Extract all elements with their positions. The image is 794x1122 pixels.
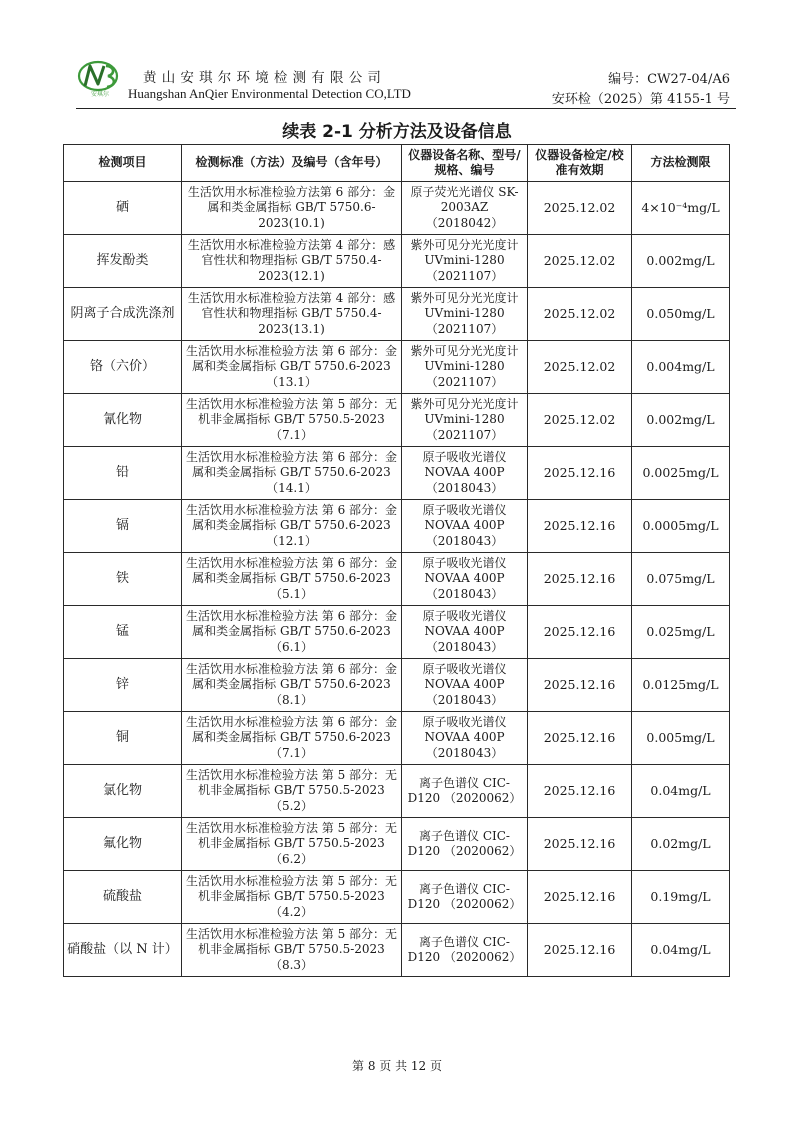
table-header-row	[64, 145, 730, 182]
company-logo-icon	[76, 58, 124, 98]
item-cell: 阴离子合成洗涤剂	[64, 288, 182, 341]
instrument-cell: 原子吸收光谱仪 NOVAA 400P （2018043）	[402, 606, 528, 659]
method-cell: 生活饮用水标准检验方法 第 6 部分：金属和类金属指标 GB/T 5750.6-2023 （7.1）	[182, 712, 402, 765]
instrument-cell: 紫外可见分光光度计 UVmini-1280 （2021107）	[402, 394, 528, 447]
method-cell: 生活饮用水标准检验方法第 4 部分：感官性状和物理指标 GB/T 5750.4-2023(13.1)	[182, 288, 402, 341]
limit-cell: 0.04mg/L	[632, 924, 730, 977]
validity-cell: 2025.12.16	[528, 712, 632, 765]
limit-cell: 0.050mg/L	[632, 288, 730, 341]
limit-cell: 0.005mg/L	[632, 712, 730, 765]
table-row	[64, 500, 730, 553]
table-row	[64, 924, 730, 977]
method-cell: 生活饮用水标准检验方法 第 6 部分：金属和类金属指标 GB/T 5750.6-2023 （12.1）	[182, 500, 402, 553]
instrument-cell: 紫外可见分光光度计 UVmini-1280 （2021107）	[402, 235, 528, 288]
header-divider	[76, 108, 736, 109]
table-title: 续表 2-1 分析方法及设备信息	[282, 122, 512, 142]
method-cell: 生活饮用水标准检验方法 第 5 部分：无机非金属指标 GB/T 5750.5-2023 （5.2）	[182, 765, 402, 818]
item-cell: 镉	[64, 500, 182, 553]
validity-cell: 2025.12.16	[528, 871, 632, 924]
column-header-item: 检测项目	[64, 145, 182, 182]
instrument-cell: 紫外可见分光光度计 UVmini-1280 （2021107）	[402, 341, 528, 394]
method-cell: 生活饮用水标准检验方法 第 6 部分：金属和类金属指标 GB/T 5750.6-2023 （8.1）	[182, 659, 402, 712]
limit-cell: 4×10⁻⁴mg/L	[632, 182, 730, 235]
column-header-method: 检测标准（方法）及编号（含年号）	[182, 145, 402, 182]
limit-cell: 0.04mg/L	[632, 765, 730, 818]
item-cell: 铅	[64, 447, 182, 500]
item-cell: 铜	[64, 712, 182, 765]
method-cell: 生活饮用水标准检验方法 第 6 部分：金属和类金属指标 GB/T 5750.6-2023 （13.1）	[182, 341, 402, 394]
item-cell: 铬（六价）	[64, 341, 182, 394]
column-header-limit: 方法检测限	[632, 145, 730, 182]
table-row	[64, 712, 730, 765]
validity-cell: 2025.12.16	[528, 606, 632, 659]
report-number: 安环检（2025）第 4155-1 号	[551, 92, 730, 107]
table-row	[64, 394, 730, 447]
table-body	[64, 182, 730, 977]
limit-cell: 0.075mg/L	[632, 553, 730, 606]
method-cell: 生活饮用水标准检验方法 第 6 部分：金属和类金属指标 GB/T 5750.6-2023 （5.1）	[182, 553, 402, 606]
table-row	[64, 182, 730, 235]
table-row	[64, 553, 730, 606]
instrument-cell: 离子色谱仪 CIC-D120 （2020062）	[402, 818, 528, 871]
validity-cell: 2025.12.16	[528, 924, 632, 977]
validity-cell: 2025.12.16	[528, 818, 632, 871]
instrument-cell: 离子色谱仪 CIC-D120 （2020062）	[402, 924, 528, 977]
method-cell: 生活饮用水标准检验方法 第 5 部分：无机非金属指标 GB/T 5750.5-2023 （4.2）	[182, 871, 402, 924]
limit-cell: 0.002mg/L	[632, 235, 730, 288]
instrument-cell: 原子荧光光谱仪 SK-2003AZ （2018042）	[402, 182, 528, 235]
method-cell: 生活饮用水标准检验方法 第 5 部分：无机非金属指标 GB/T 5750.5-2023 （7.1）	[182, 394, 402, 447]
table-row	[64, 765, 730, 818]
table-row	[64, 341, 730, 394]
limit-cell: 0.0125mg/L	[632, 659, 730, 712]
column-header-instrument: 仪器设备名称、型号/规格、编号	[402, 145, 528, 182]
table-row	[64, 606, 730, 659]
table-row	[64, 871, 730, 924]
validity-cell: 2025.12.16	[528, 659, 632, 712]
limit-cell: 0.025mg/L	[632, 606, 730, 659]
page-header	[76, 56, 736, 112]
validity-cell: 2025.12.16	[528, 765, 632, 818]
instrument-cell: 原子吸收光谱仪 NOVAA 400P （2018043）	[402, 500, 528, 553]
validity-cell: 2025.12.16	[528, 553, 632, 606]
method-cell: 生活饮用水标准检验方法 第 6 部分：金属和类金属指标 GB/T 5750.6-2023 （14.1）	[182, 447, 402, 500]
method-cell: 生活饮用水标准检验方法 第 5 部分：无机非金属指标 GB/T 5750.5-2023 （8.3）	[182, 924, 402, 977]
validity-cell: 2025.12.02	[528, 235, 632, 288]
table-row	[64, 818, 730, 871]
instrument-cell: 离子色谱仪 CIC-D120 （2020062）	[402, 871, 528, 924]
item-cell: 氟化物	[64, 818, 182, 871]
instrument-cell: 离子色谱仪 CIC-D120 （2020062）	[402, 765, 528, 818]
limit-cell: 0.004mg/L	[632, 341, 730, 394]
method-cell: 生活饮用水标准检验方法 第 5 部分：无机非金属指标 GB/T 5750.5-2023 （6.2）	[182, 818, 402, 871]
table-row	[64, 288, 730, 341]
method-cell: 生活饮用水标准检验方法第 6 部分：金属和类金属指标 GB/T 5750.6-2023(10.1)	[182, 182, 402, 235]
instrument-cell: 紫外可见分光光度计 UVmini-1280 （2021107）	[402, 288, 528, 341]
validity-cell: 2025.12.16	[528, 447, 632, 500]
document-code: 编号：CW27-04/A6	[608, 72, 730, 87]
company-name-en: Huangshan AnQier Environmental Detection CO,LTD	[128, 86, 411, 101]
table-row	[64, 235, 730, 288]
item-cell: 氯化物	[64, 765, 182, 818]
item-cell: 锌	[64, 659, 182, 712]
table-row	[64, 659, 730, 712]
limit-cell: 0.02mg/L	[632, 818, 730, 871]
page-footer: 第 8 页 共 12 页	[352, 1059, 442, 1073]
validity-cell: 2025.12.16	[528, 500, 632, 553]
validity-cell: 2025.12.02	[528, 288, 632, 341]
limit-cell: 0.002mg/L	[632, 394, 730, 447]
item-cell: 硒	[64, 182, 182, 235]
method-cell: 生活饮用水标准检验方法第 4 部分：感官性状和物理指标 GB/T 5750.4-2023(12.1)	[182, 235, 402, 288]
svg-text:安琪尔: 安琪尔	[90, 91, 110, 98]
item-cell: 硫酸盐	[64, 871, 182, 924]
table-row	[64, 447, 730, 500]
company-logo	[76, 58, 124, 98]
instrument-cell: 原子吸收光谱仪 NOVAA 400P （2018043）	[402, 712, 528, 765]
limit-cell: 0.0025mg/L	[632, 447, 730, 500]
company-name-cn: 黄山安琪尔环境检测有限公司	[143, 70, 387, 86]
instrument-cell: 原子吸收光谱仪 NOVAA 400P （2018043）	[402, 447, 528, 500]
validity-cell: 2025.12.02	[528, 394, 632, 447]
column-header-validity: 仪器设备检定/校准有效期	[528, 145, 632, 182]
method-cell: 生活饮用水标准检验方法 第 6 部分：金属和类金属指标 GB/T 5750.6-2023 （6.1）	[182, 606, 402, 659]
item-cell: 锰	[64, 606, 182, 659]
item-cell: 铁	[64, 553, 182, 606]
analysis-methods-table	[63, 144, 730, 977]
validity-cell: 2025.12.02	[528, 341, 632, 394]
item-cell: 挥发酚类	[64, 235, 182, 288]
limit-cell: 0.19mg/L	[632, 871, 730, 924]
item-cell: 氰化物	[64, 394, 182, 447]
item-cell: 硝酸盐（以 N 计）	[64, 924, 182, 977]
instrument-cell: 原子吸收光谱仪 NOVAA 400P （2018043）	[402, 553, 528, 606]
instrument-cell: 原子吸收光谱仪 NOVAA 400P （2018043）	[402, 659, 528, 712]
validity-cell: 2025.12.02	[528, 182, 632, 235]
limit-cell: 0.0005mg/L	[632, 500, 730, 553]
